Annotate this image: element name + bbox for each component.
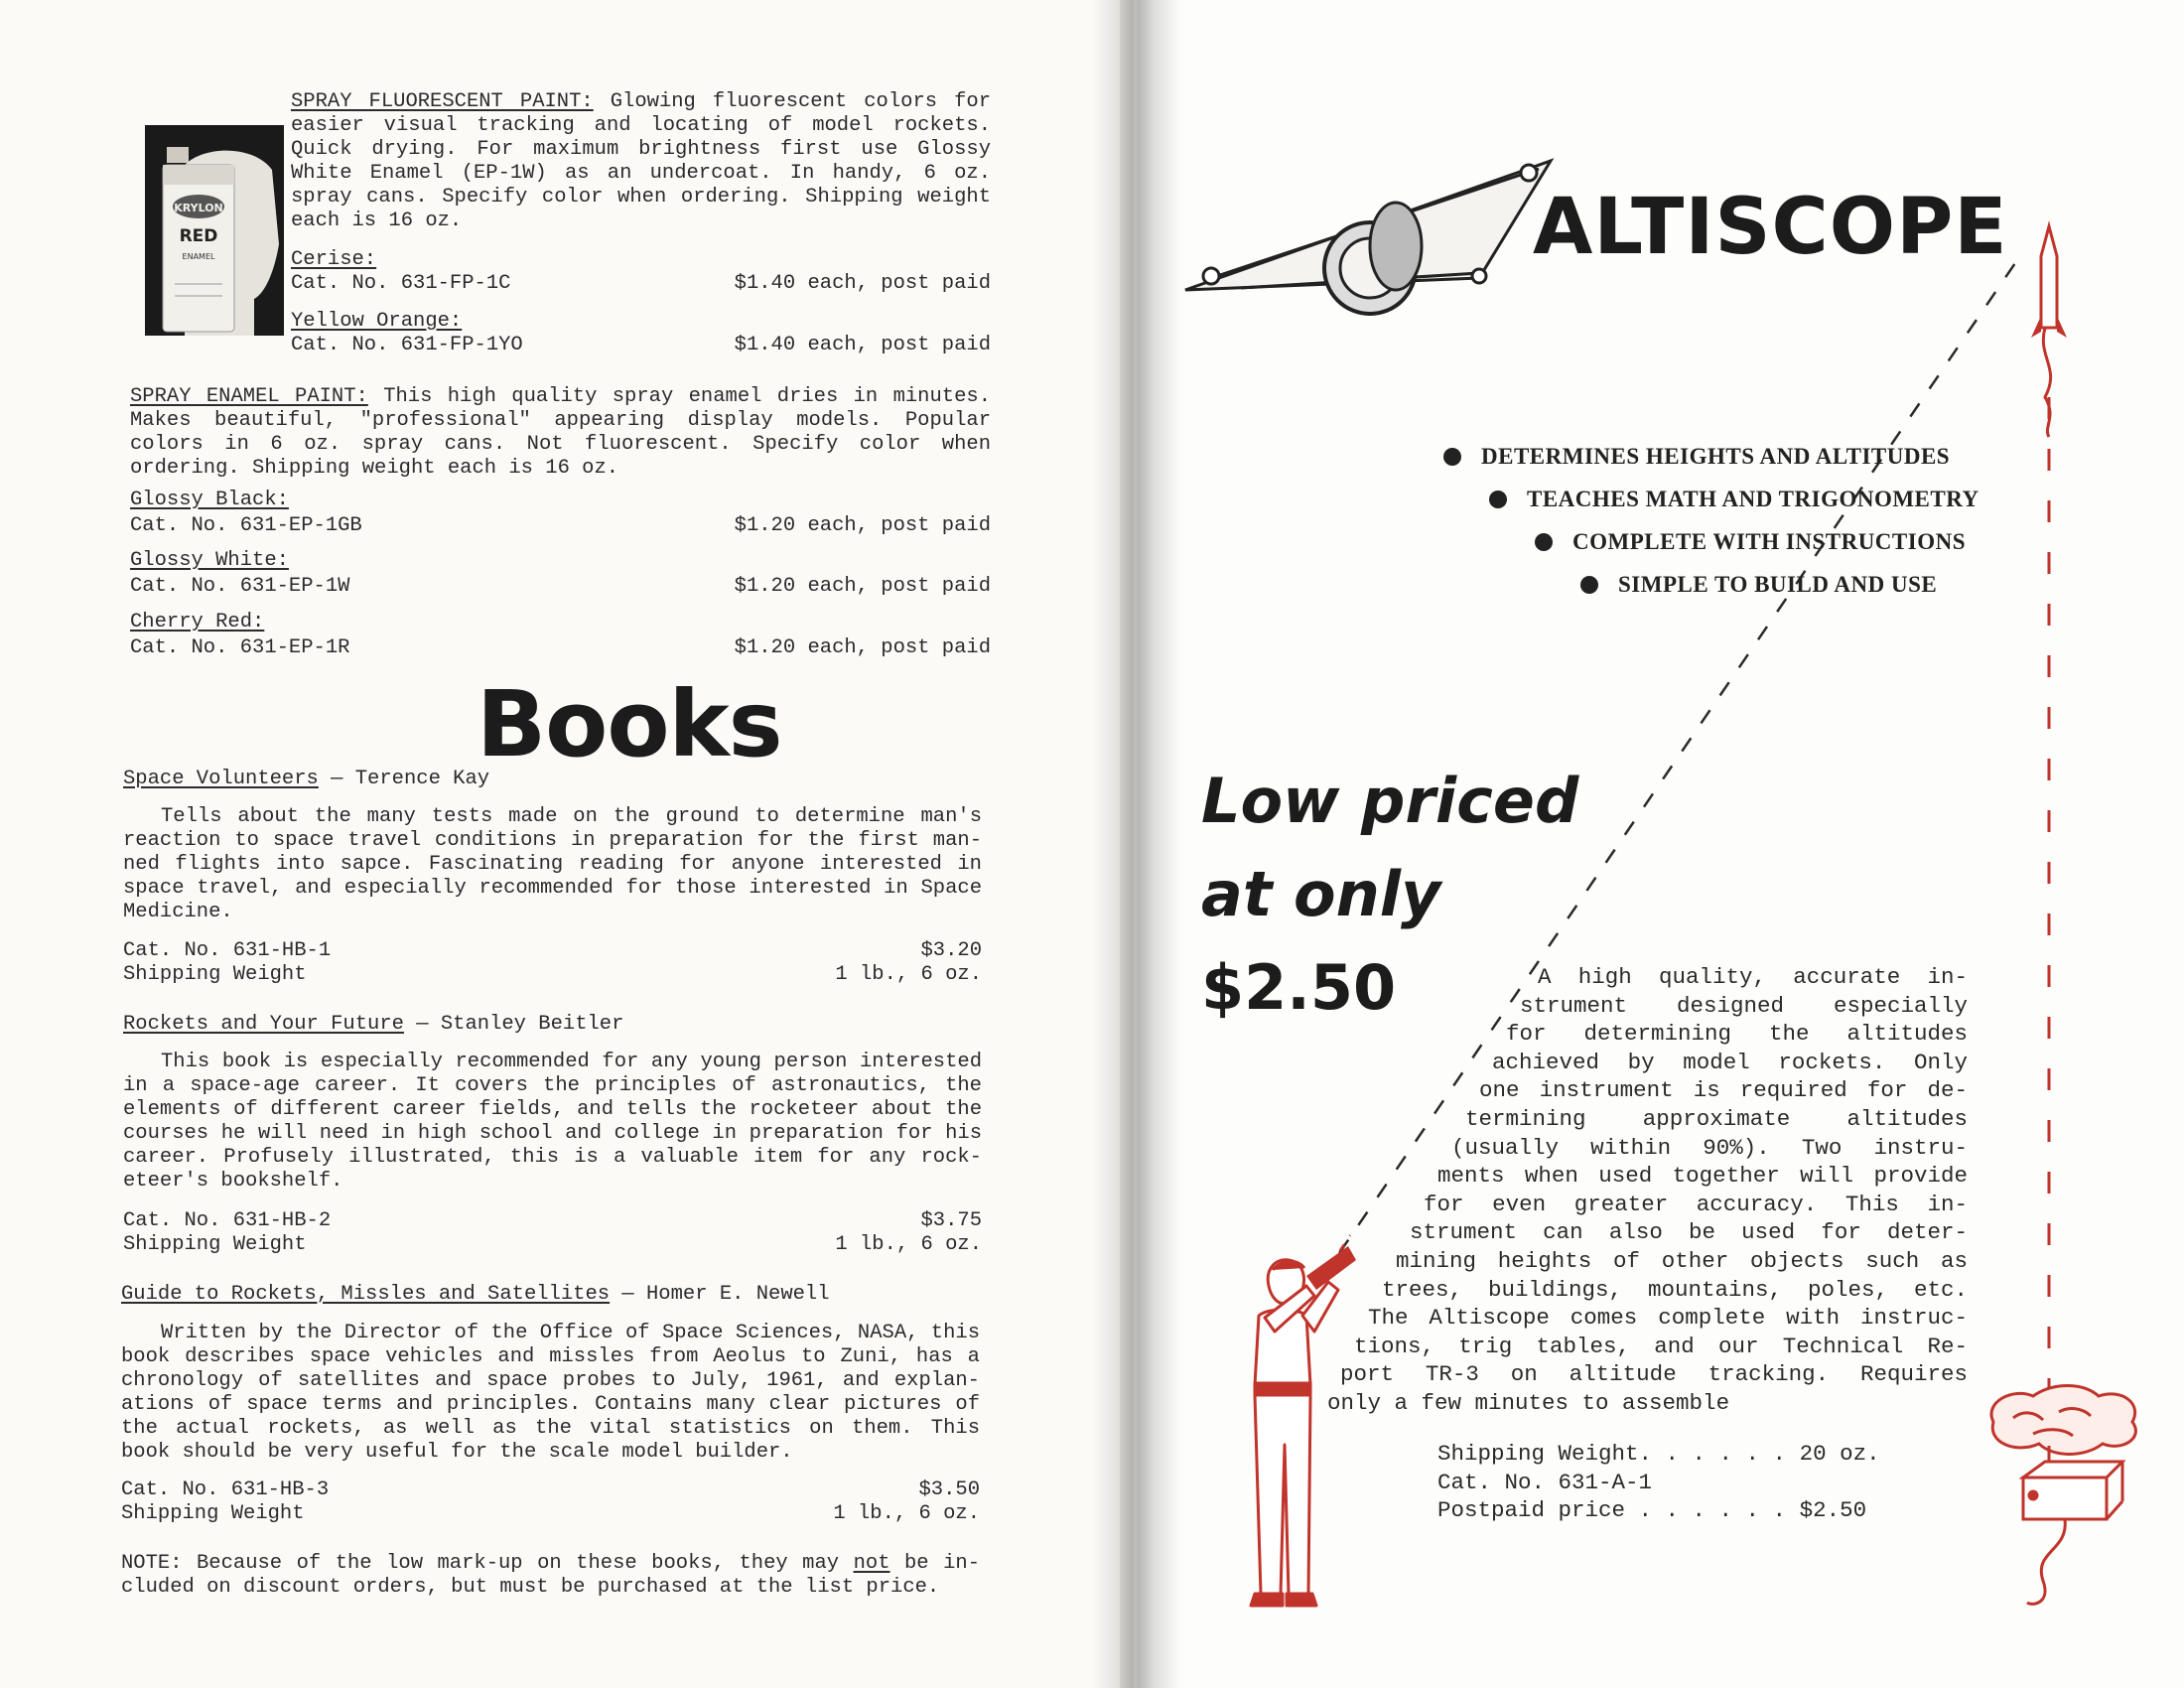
enamel-line-3: colors in 6 oz. spray cans. Not fluorescent. Specify color when bbox=[130, 433, 991, 456]
enamel-item-price-2: $1.20 each, post paid bbox=[734, 575, 991, 598]
boy-sighting-illustration bbox=[1211, 1246, 1360, 1614]
books-heading: Books bbox=[477, 671, 782, 777]
book-3-title: Guide to Rockets, Missles and Satellites bbox=[121, 1283, 611, 1306]
fluorescent-line-1 bbox=[291, 90, 991, 114]
book-3-weight-label: Shipping Weight bbox=[121, 1502, 305, 1525]
bullet-dot-icon bbox=[1443, 448, 1461, 466]
book-3-price: $3.50 bbox=[918, 1478, 980, 1501]
book-3-description bbox=[121, 1322, 980, 1465]
altiscope-specs bbox=[1437, 1440, 1880, 1525]
spec-3-label: Postpaid price . . . . . . bbox=[1437, 1497, 1787, 1524]
book-1-author: — Terence Kay bbox=[331, 768, 490, 790]
fluorescent-item-name-2: Yellow Orange: bbox=[291, 310, 463, 333]
feature-bullet-3-text: COMPLETE WITH INSTRUCTIONS bbox=[1572, 529, 1966, 554]
altiscope-title: ALTISCOPE bbox=[1533, 183, 2008, 272]
enamel-heading: SPRAY ENAMEL PAINT: bbox=[130, 385, 368, 408]
enamel-line-2: Makes beautiful, "professional" appearing display models. Popular bbox=[130, 409, 991, 432]
desc-line-3: for determining the altitudes bbox=[1506, 1021, 1968, 1048]
altiscope-description bbox=[1327, 963, 2151, 1418]
book-2-title: Rockets and Your Future bbox=[123, 1013, 404, 1036]
feature-bullet-2 bbox=[1489, 487, 1979, 512]
book-1-description bbox=[123, 805, 982, 924]
book-3-line-1: Written by the Director of the Office of Space Sciences, NASA, this bbox=[161, 1322, 980, 1344]
desc-line-4: achieved by model rockets. Only bbox=[1492, 1049, 1968, 1075]
spec-1-label: Shipping Weight. . . . . . bbox=[1437, 1441, 1787, 1467]
desc-line-2: strument designed especially bbox=[1520, 992, 1968, 1019]
enamel-item-cat-2: Cat. No. 631-EP-1W bbox=[130, 575, 350, 598]
right-page bbox=[1134, 0, 2184, 1688]
can-brand-text: KRYLON bbox=[174, 202, 223, 214]
book-2-description bbox=[123, 1051, 982, 1194]
desc-line-10: strument can also be used for deter- bbox=[1410, 1219, 1968, 1246]
book-2-line-5: career. Profusely illustrated, this is a valuable item for any rock- bbox=[123, 1146, 982, 1169]
spec-row-3 bbox=[1437, 1496, 1880, 1525]
bullet-dot-icon bbox=[1580, 576, 1598, 594]
fluorescent-item-name-1: Cerise: bbox=[291, 248, 377, 271]
book-2-cat-row bbox=[123, 1209, 982, 1233]
spray-can-illustration bbox=[145, 125, 284, 336]
book-2-weight: 1 lb., 6 oz. bbox=[835, 1233, 982, 1256]
note-prefix: NOTE: Because of the low mark-up on these books, they may bbox=[121, 1552, 840, 1575]
spec-3-value: $2.50 bbox=[1799, 1497, 1867, 1524]
can-color-text: RED bbox=[179, 226, 218, 246]
book-2-author: — Stanley Beitler bbox=[416, 1013, 624, 1036]
enamel-line-1 bbox=[130, 385, 991, 409]
enamel-item-row-2 bbox=[130, 575, 991, 599]
desc-line-6: termining approximate altitudes bbox=[1465, 1105, 1968, 1132]
book-2-price: $3.75 bbox=[920, 1209, 982, 1232]
enamel-paragraph bbox=[130, 385, 991, 481]
enamel-item-cat-1: Cat. No. 631-EP-1GB bbox=[130, 514, 362, 537]
desc-line-1: A high quality, accurate in- bbox=[1538, 964, 1968, 990]
spray-can-photo bbox=[145, 125, 284, 336]
fluorescent-item-price-1: $1.40 each, post paid bbox=[734, 272, 991, 295]
book-1-line-4: space travel, and especially recommended for those interested in Space bbox=[123, 877, 982, 900]
fluorescent-item-cat-2: Cat. No. 631-FP-1YO bbox=[291, 334, 523, 356]
book-gutter-shadow bbox=[1092, 0, 1181, 1688]
desc-line-15: port TR-3 on altitude tracking. Requires bbox=[1340, 1361, 1968, 1388]
books-note bbox=[121, 1552, 980, 1600]
launch-pad-illustration bbox=[1974, 1382, 2172, 1611]
book-1-title: Space Volunteers bbox=[123, 768, 319, 790]
fluorescent-item-row-2 bbox=[291, 334, 991, 357]
desc-line-14: tions, trig tables, and our Technical Re- bbox=[1354, 1333, 1968, 1359]
can-small-text: ENAMEL bbox=[182, 252, 215, 261]
rocket-illustration bbox=[2031, 226, 2067, 437]
book-1-weight-row bbox=[123, 963, 982, 987]
book-3-line-4: ations of space terms and principles. Contains many clear pictures of bbox=[121, 1393, 980, 1416]
promo-line-2: at only bbox=[1201, 858, 1441, 930]
book-3-line-6: book should be very useful for the scale model builder. bbox=[121, 1441, 793, 1464]
enamel-item-name-2: Glossy White: bbox=[130, 549, 289, 572]
book-2-cat: Cat. No. 631-HB-2 bbox=[123, 1209, 332, 1232]
enamel-item-price-1: $1.20 each, post paid bbox=[734, 514, 991, 537]
book-1-line-3: ned flights into sapce. Fascinating reading for anyone interested in bbox=[123, 853, 982, 876]
fluorescent-line-3: Quick drying. For maximum brightness first use Glossy bbox=[291, 138, 991, 161]
enamel-item-price-3: $1.20 each, post paid bbox=[734, 636, 991, 659]
enamel-item-name-3: Cherry Red: bbox=[130, 611, 265, 633]
promo-line-1: Low priced bbox=[1201, 765, 1579, 837]
enamel-line-4: ordering. Shipping weight each is 16 oz. bbox=[130, 457, 619, 480]
feature-bullet-1 bbox=[1443, 444, 1950, 470]
fluorescent-line-1-text: Glowing fluorescent colors for bbox=[610, 90, 991, 113]
desc-line-7: (usually within 90%). Two instru- bbox=[1451, 1134, 1968, 1161]
book-3-cat-row bbox=[121, 1478, 980, 1502]
fluorescent-paragraph bbox=[291, 90, 991, 233]
book-2-title-line bbox=[123, 1013, 623, 1037]
book-3-line-2: book describes space vehicles and missles from Aeolus to Zuni, has a bbox=[121, 1345, 980, 1368]
desc-line-13: The Altiscope comes complete with instruc- bbox=[1368, 1305, 1968, 1332]
desc-line-5: one instrument is required for de- bbox=[1479, 1077, 1968, 1104]
books-note-line-2: cluded on discount orders, but must be purchased at the list price. bbox=[121, 1576, 940, 1599]
feature-bullet-3 bbox=[1535, 529, 1966, 555]
book-2-weight-row bbox=[123, 1233, 982, 1257]
book-3-weight-row bbox=[121, 1502, 980, 1526]
book-2-weight-label: Shipping Weight bbox=[123, 1233, 307, 1256]
spec-1-value: 20 oz. bbox=[1799, 1441, 1880, 1467]
fluorescent-line-6: each is 16 oz. bbox=[291, 210, 463, 232]
enamel-item-row-3 bbox=[130, 636, 991, 660]
book-1-cat-row bbox=[123, 939, 982, 963]
book-3-line-5: the actual rockets, as well as the vital statistics on them. This bbox=[121, 1417, 980, 1440]
fluorescent-line-4: White Enamel (EP-1W) as an undercoat. In handy, 6 oz. bbox=[291, 162, 991, 185]
spec-row-1 bbox=[1437, 1440, 1880, 1469]
book-1-line-1: Tells about the many tests made on the ground to determine man's bbox=[161, 805, 982, 828]
bullet-dot-icon bbox=[1489, 491, 1507, 508]
book-3-line-3: chronology of satellites and space probes to July, 1961, and explan- bbox=[121, 1369, 980, 1392]
book-2-line-4: courses he will need in high school and college in preparation for his bbox=[123, 1122, 982, 1145]
fluorescent-line-5: spray cans. Specify color when ordering. Shipping weight bbox=[291, 186, 991, 209]
book-1-cat: Cat. No. 631-HB-1 bbox=[123, 939, 332, 962]
book-1-price: $3.20 bbox=[920, 939, 982, 962]
enamel-item-cat-3: Cat. No. 631-EP-1R bbox=[130, 636, 350, 659]
note-emphasis: not bbox=[853, 1552, 890, 1575]
desc-line-8: ments when used together will provide bbox=[1437, 1163, 1968, 1190]
note-suffix: be in- bbox=[904, 1552, 980, 1575]
promo-line-3: $2.50 bbox=[1201, 951, 1397, 1024]
bullet-dot-icon bbox=[1535, 533, 1553, 551]
enamel-item-row-1 bbox=[130, 514, 991, 538]
book-3-cat: Cat. No. 631-HB-3 bbox=[121, 1478, 330, 1501]
book-3-weight: 1 lb., 6 oz. bbox=[833, 1502, 980, 1525]
fluorescent-item-price-2: $1.40 each, post paid bbox=[734, 334, 991, 356]
book-1-title-line bbox=[123, 768, 489, 791]
book-1-line-2: reaction to space travel conditions in preparation for the first man- bbox=[123, 829, 982, 852]
book-3-title-line bbox=[121, 1283, 830, 1307]
book-2-line-6: eteer's bookshelf. bbox=[123, 1170, 343, 1193]
feature-bullet-2-text: TEACHES MATH AND TRIGONOMETRY bbox=[1527, 487, 1979, 511]
enamel-item-name-1: Glossy Black: bbox=[130, 489, 289, 511]
spec-row-2 bbox=[1437, 1469, 1880, 1497]
book-1-line-5: Medicine. bbox=[123, 901, 233, 923]
book-2-line-1: This book is especially recommended for any young person interested bbox=[161, 1051, 982, 1073]
fluorescent-line-2: easier visual tracking and locating of model rockets. bbox=[291, 114, 991, 137]
feature-bullet-1-text: DETERMINES HEIGHTS AND ALTITUDES bbox=[1481, 444, 1951, 469]
books-note-line-1 bbox=[121, 1552, 980, 1576]
book-3-author: — Homer E. Newell bbox=[621, 1283, 830, 1306]
book-2-line-2: in a space-age career. It covers the principles of astronautics, the bbox=[123, 1074, 982, 1097]
fluorescent-item-row-1 bbox=[291, 272, 991, 296]
book-1-weight-label: Shipping Weight bbox=[123, 963, 307, 986]
fluorescent-item-cat-1: Cat. No. 631-FP-1C bbox=[291, 272, 511, 295]
desc-line-12: trees, buildings, mountains, poles, etc. bbox=[1382, 1276, 1968, 1303]
book-1-weight: 1 lb., 6 oz. bbox=[835, 963, 982, 986]
fluorescent-heading: SPRAY FLUORESCENT PAINT: bbox=[291, 90, 594, 113]
book-2-line-3: elements of different career fields, and tells the rocketeer about the bbox=[123, 1098, 982, 1121]
feature-bullet-4-text: SIMPLE TO BUILD AND USE bbox=[1618, 572, 1938, 597]
desc-line-11: mining heights of other objects such as bbox=[1396, 1247, 1968, 1274]
desc-line-9: for even greater accuracy. This in- bbox=[1424, 1191, 1968, 1217]
feature-bullet-4 bbox=[1580, 572, 1937, 598]
spec-2-label: Cat. No. 631-A-1 bbox=[1437, 1469, 1653, 1495]
desc-line-16: only a few minutes to assemble bbox=[1327, 1389, 1730, 1416]
enamel-line-1-text: This high quality spray enamel dries in minutes. bbox=[383, 385, 991, 408]
